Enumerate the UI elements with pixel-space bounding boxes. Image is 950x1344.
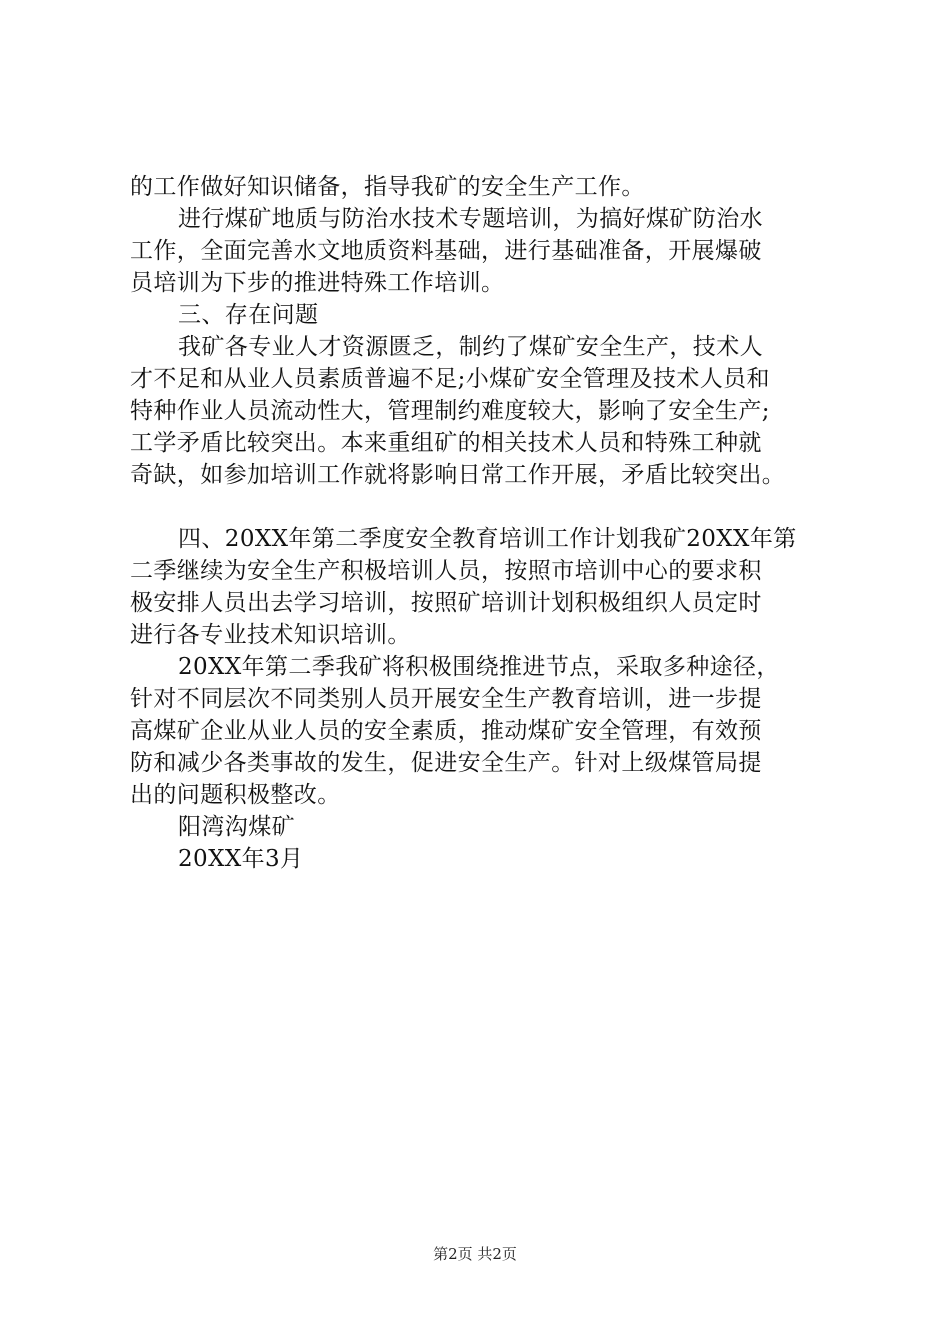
- text-line: 的工作做好知识储备，指导我矿的安全生产工作。: [130, 174, 645, 200]
- text-line: 二季继续为安全生产积极培训人员，按照市培训中心的要求积: [130, 558, 762, 584]
- text-line: 我矿各专业人才资源匮乏，制约了煤矿安全生产，技术人: [178, 334, 763, 360]
- signature-organization: 阳湾沟煤矿: [178, 814, 295, 840]
- text-line: 工学矛盾比较突出。本来重组矿的相关技术人员和特殊工种就: [130, 430, 762, 456]
- text-line: 高煤矿企业从业人员的安全素质，推动煤矿安全管理，有效预: [130, 718, 762, 744]
- text-line: 工作，全面完善水文地质资料基础，进行基础准备，开展爆破: [130, 238, 762, 264]
- text-line: 奇缺，如参加培训工作就将影响日常工作开展，矛盾比较突出。: [130, 462, 786, 488]
- paragraph-continuation: [130, 171, 836, 203]
- paragraph-spacer: [130, 491, 836, 523]
- paragraph-problems: [130, 331, 836, 491]
- text-line: 20XX年第二季我矿将积极围绕推进节点，采取多种途径，: [178, 654, 780, 680]
- text-line: 极安排人员出去学习培训，按照矿培训计划积极组织人员定时: [130, 590, 762, 616]
- text-line: 针对不同层次不同类别人员开展安全生产教育培训，进一步提: [130, 686, 762, 712]
- signature-date: 20XX年3月: [178, 846, 304, 872]
- text-line: 进行煤矿地质与防治水技术专题培训，为搞好煤矿防治水: [178, 206, 763, 232]
- signature-org: [130, 811, 836, 843]
- text-line: 才不足和从业人员素质普遍不足;小煤矿安全管理及技术人员和: [130, 366, 770, 392]
- paragraph-plan: [130, 523, 836, 651]
- text-line: 员培训为下步的推进特殊工作培训。: [130, 270, 505, 296]
- text-line: 四、20XX年第二季度安全教育培训工作计划我矿20XX年第: [178, 526, 797, 552]
- text-line: 进行各专业技术知识培训。: [130, 622, 411, 648]
- text-line: 防和减少各类事故的发生，促进安全生产。针对上级煤管局提: [130, 750, 762, 776]
- section-heading: 三、存在问题: [178, 302, 319, 328]
- text-line: 特种作业人员流动性大，管理制约难度较大，影响了安全生产;: [130, 398, 770, 424]
- paragraph-measures: [130, 651, 836, 811]
- document-body: [130, 171, 836, 875]
- paragraph-training-topics: [130, 203, 836, 299]
- page-number: 第2页 共2页: [433, 1245, 517, 1263]
- text-line: 出的问题积极整改。: [130, 782, 341, 808]
- section-heading-problems: [130, 299, 836, 331]
- signature-date-block: [130, 843, 836, 875]
